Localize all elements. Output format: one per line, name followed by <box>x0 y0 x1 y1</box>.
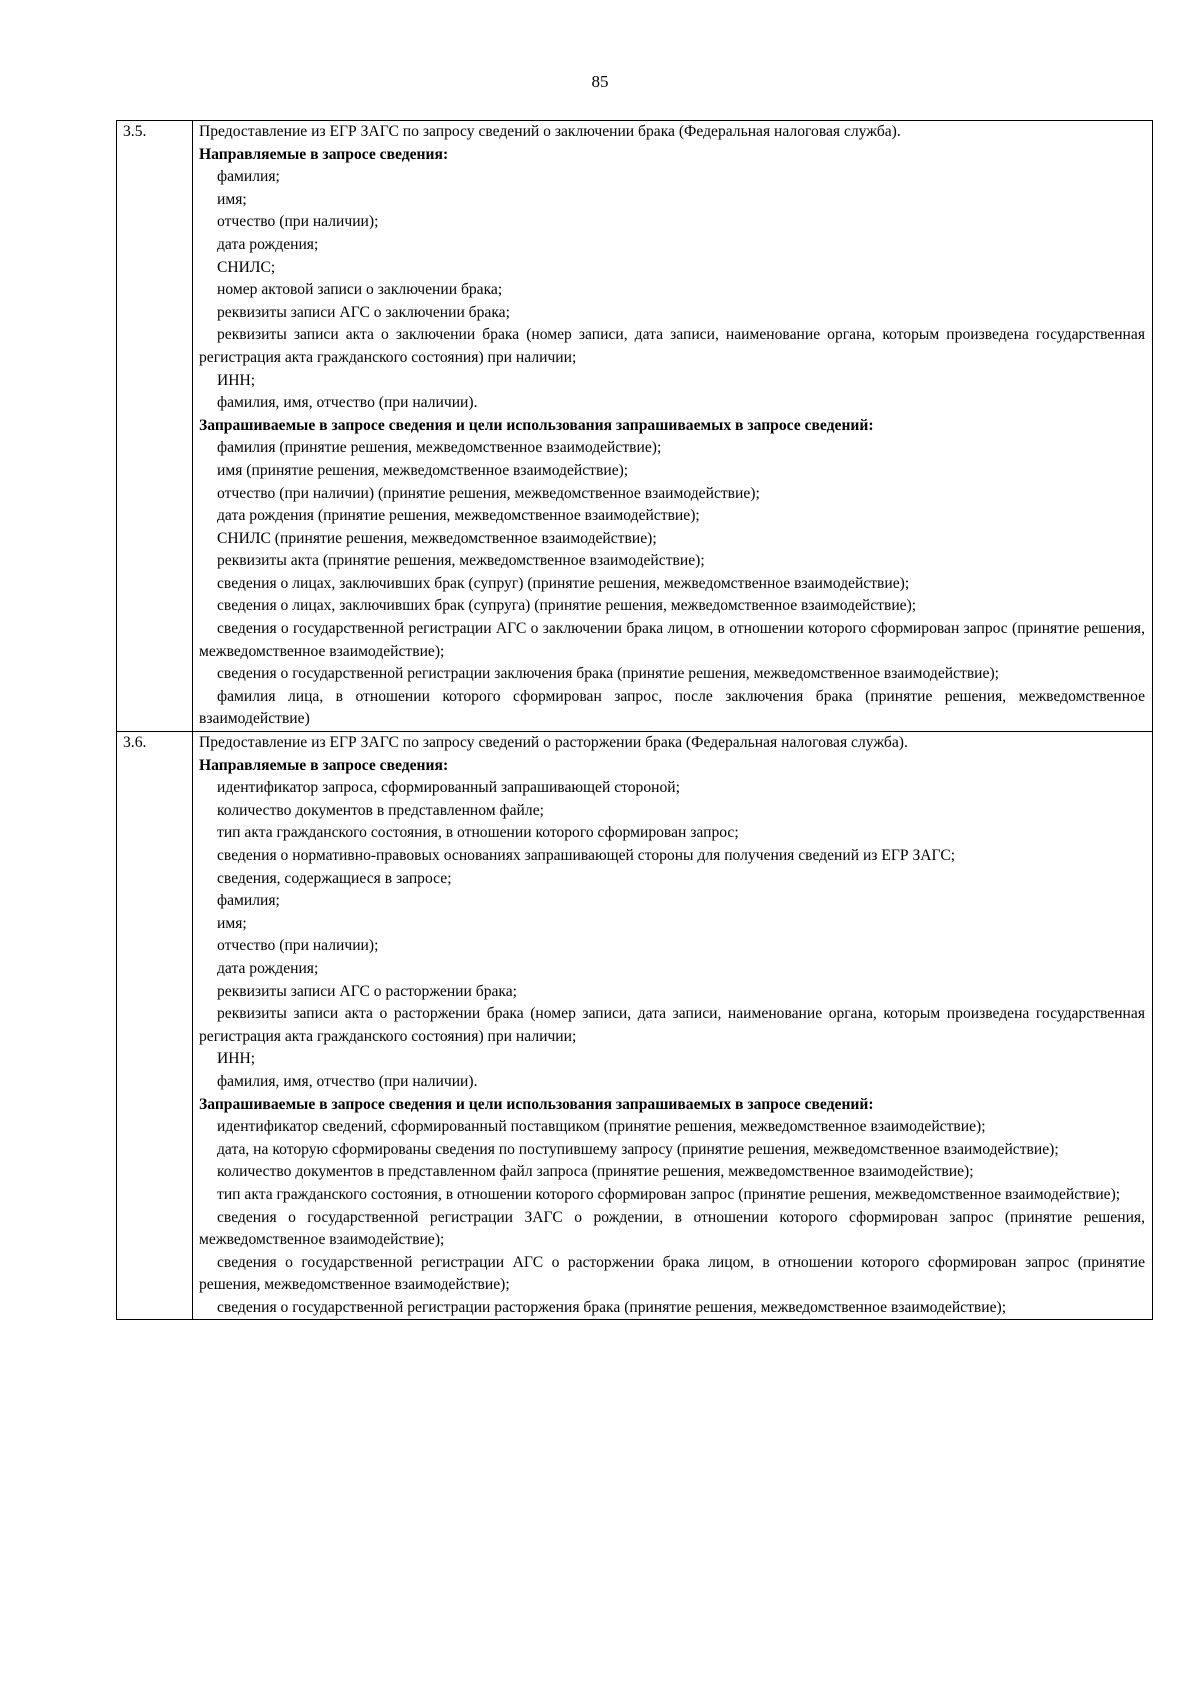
paragraph: имя; <box>217 914 247 932</box>
paragraph: отчество (при наличии); <box>217 937 379 955</box>
table-row <box>117 121 1153 732</box>
paragraph: фамилия, имя, отчество (при наличии). <box>217 1072 478 1090</box>
paragraph: сведения о нормативно-правовых основаниях запрашивающей стороны для получения сведений из ЕГР ЗАГС; <box>217 847 956 864</box>
paragraph: дата, на которую сформированы сведения по поступившему запросу (принятие решения, межведомственное взаимодействие); <box>217 1140 1059 1158</box>
paragraph: реквизиты записи акта о расторжении брака (номер записи, дата записи, наименование органа, которым произведена государственная регистрация акта гражданского состояния) при наличии; <box>199 1005 1145 1045</box>
section-heading: Направляемые в запросе сведения: <box>199 145 449 163</box>
paragraph: дата рождения; <box>217 959 319 977</box>
paragraph: фамилия, имя, отчество (при наличии). <box>217 394 478 412</box>
paragraph: сведения о государственной регистрации заключения брака (принятие решения, межведомственное взаимодействие); <box>217 665 999 683</box>
paragraph: идентификатор сведений, сформированный поставщиком (принятие решения, межведомственное взаимодействие); <box>217 1118 986 1136</box>
paragraph: имя; <box>217 190 247 208</box>
row-content <box>193 121 1153 732</box>
paragraph: имя (принятие решения, межведомственное взаимодействие); <box>217 461 629 479</box>
row-number: 3.5. <box>117 121 193 732</box>
paragraph: сведения о государственной регистрации ЗАГС о рождении, в отношении которого сформирован запрос (принятие решения, межведомственное взаимодействие); <box>199 1208 1145 1249</box>
paragraph: тип акта гражданского состояния, в отношении которого сформирован запрос; <box>217 824 739 842</box>
paragraph: отчество (при наличии); <box>217 213 379 231</box>
paragraph: отчество (при наличии) (принятие решения, межведомственное взаимодействие); <box>217 484 760 502</box>
paragraph: реквизиты записи АГС о заключении брака; <box>217 303 510 321</box>
paragraph: количество документов в представленном файле; <box>217 801 544 819</box>
content-table <box>116 120 1153 1320</box>
paragraph: реквизиты акта (принятие решения, межведомственное взаимодействие); <box>217 552 705 570</box>
paragraph: сведения о государственной регистрации расторжения брака (принятие решения, межведомственное взаимодействие); <box>217 1298 1007 1316</box>
paragraph: Предоставление из ЕГР ЗАГС по запросу сведений о заключении брака (Федеральная налоговая служба). <box>199 123 901 140</box>
paragraph: сведения о лицах, заключивших брак (супруга) (принятие решения, межведомственное взаимодействие); <box>217 597 917 615</box>
section-heading: Направляемые в запросе сведения: <box>199 756 449 774</box>
page-number: 85 <box>591 72 609 91</box>
paragraph: номер актовой записи о заключении брака; <box>217 281 503 299</box>
paragraph: ИНН; <box>217 371 256 389</box>
paragraph: фамилия; <box>217 168 280 186</box>
paragraph: идентификатор запроса, сформированный запрашивающей стороной; <box>217 779 680 797</box>
paragraph: сведения, содержащиеся в запросе; <box>217 869 452 887</box>
paragraph: количество документов в представленном файл запроса (принятие решения, межведомственное взаимодействие); <box>217 1163 974 1181</box>
paragraph: ИНН; <box>217 1050 256 1068</box>
paragraph: сведения о государственной регистрации АГС о заключении брака лицом, в отношении которого сформирован запрос (принятие решения, межведомственное взаимодействие); <box>199 620 1145 660</box>
paragraph: фамилия (принятие решения, межведомственное взаимодействие); <box>217 439 662 457</box>
paragraph: сведения о лицах, заключивших брак (супруг) (принятие решения, межведомственное взаимодействие); <box>217 574 910 592</box>
paragraph: фамилия лица, в отношении которого сформирован запрос, после заключения брака (принятие решения, межведомственное взаимодействие) <box>199 687 1145 728</box>
paragraph: реквизиты записи АГС о расторжении брака; <box>217 982 518 1000</box>
paragraph: дата рождения; <box>217 235 319 253</box>
section-heading: Запрашиваемые в запросе сведения и цели использования запрашиваемых в запросе сведений: <box>199 1095 874 1113</box>
paragraph: СНИЛС (принятие решения, межведомственное взаимодействие); <box>217 529 657 547</box>
paragraph: фамилия; <box>217 892 280 910</box>
table-row <box>117 732 1153 1320</box>
section-heading: Запрашиваемые в запросе сведения и цели использования запрашиваемых в запросе сведений: <box>199 416 874 434</box>
row-content <box>193 732 1153 1320</box>
paragraph: сведения о государственной регистрации АГС о расторжении брака лицом, в отношении которого сформирован запрос (принятие решения, межведомственное взаимодействие); <box>199 1253 1145 1294</box>
paragraph: реквизиты записи акта о заключении брака (номер записи, дата записи, наименование органа, которым произведена государственная регистрация акта гражданского состояния) при наличии; <box>199 326 1145 366</box>
paragraph: СНИЛС; <box>217 258 276 276</box>
paragraph: Предоставление из ЕГР ЗАГС по запросу сведений о расторжении брака (Федеральная налоговая служба). <box>199 734 908 752</box>
paragraph: тип акта гражданского состояния, в отношении которого сформирован запрос (принятие решения, межведомственное взаимодействие); <box>217 1185 1121 1203</box>
row-number: 3.6. <box>117 732 193 1320</box>
paragraph: дата рождения (принятие решения, межведомственное взаимодействие); <box>217 507 700 525</box>
